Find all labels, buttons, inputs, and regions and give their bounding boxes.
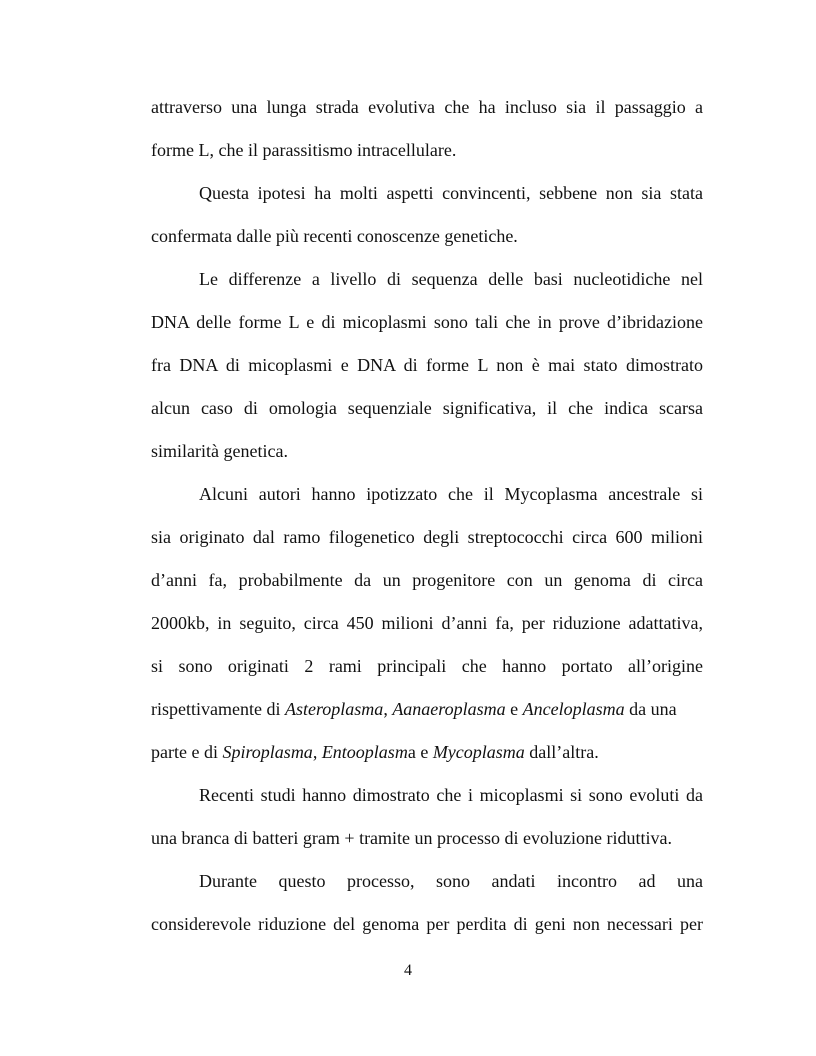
text-line: similarità genetica. — [151, 441, 288, 461]
genus-name: Spiroplasma — [222, 742, 313, 762]
text-line: Durante questo processo, sono andati incontro ad una — [199, 871, 703, 891]
text-line: alcun caso di omologia sequenziale significativa, il che indica scarsa — [151, 398, 703, 418]
text-line-with-italics: parte e di Spiroplasma, Entooplasma e Mycoplasma dall’altra. — [151, 742, 599, 762]
text-line: forme L, che il parassitismo intracellulare. — [151, 140, 457, 160]
text-line: DNA delle forme L e di micoplasmi sono tali che in prove d’ibridazione — [151, 312, 703, 332]
genus-name: Asteroplasma — [284, 699, 384, 719]
text-line: 2000kb, in seguito, circa 450 milioni d’anni fa, per riduzione adattativa, — [151, 613, 703, 633]
text-line: Questa ipotesi ha molti aspetti convincenti, sebbene non sia stata — [199, 183, 703, 203]
text-line: si sono originati 2 rami principali che hanno portato all’origine — [151, 656, 703, 676]
page-number: 4 — [404, 962, 412, 979]
text-line: d’anni fa, probabilmente da un progenitore con un genoma di circa — [151, 570, 703, 590]
text-line: Alcuni autori hanno ipotizzato che il Mycoplasma ancestrale si — [199, 484, 703, 504]
text-line: attraverso una lunga strada evolutiva che ha incluso sia il passaggio a — [151, 97, 703, 117]
text-line: una branca di batteri gram + tramite un processo di evoluzione riduttiva. — [151, 828, 672, 848]
text-line-with-italics: rispettivamente di Asteroplasma, Aanaeroplasma e Anceloplasma da una — [151, 699, 677, 719]
text-line: fra DNA di micoplasmi e DNA di forme L non è mai stato dimostrato — [151, 355, 703, 375]
text-line: Le differenze a livello di sequenza delle basi nucleotidiche nel — [199, 269, 703, 289]
text-line: considerevole riduzione del genoma per perdita di geni non necessari per — [151, 914, 703, 934]
genus-name: Entooplasm — [321, 742, 408, 762]
text-line: Recenti studi hanno dimostrato che i micoplasmi si sono evoluti da — [199, 785, 703, 805]
text-line: sia originato dal ramo filogenetico degli streptococchi circa 600 milioni — [151, 527, 703, 547]
genus-name: Aanaeroplasma — [392, 699, 506, 719]
genus-name: Mycoplasma — [432, 742, 525, 762]
text-line: confermata dalle più recenti conoscenze genetiche. — [151, 226, 518, 246]
genus-name: Anceloplasma — [522, 699, 625, 719]
